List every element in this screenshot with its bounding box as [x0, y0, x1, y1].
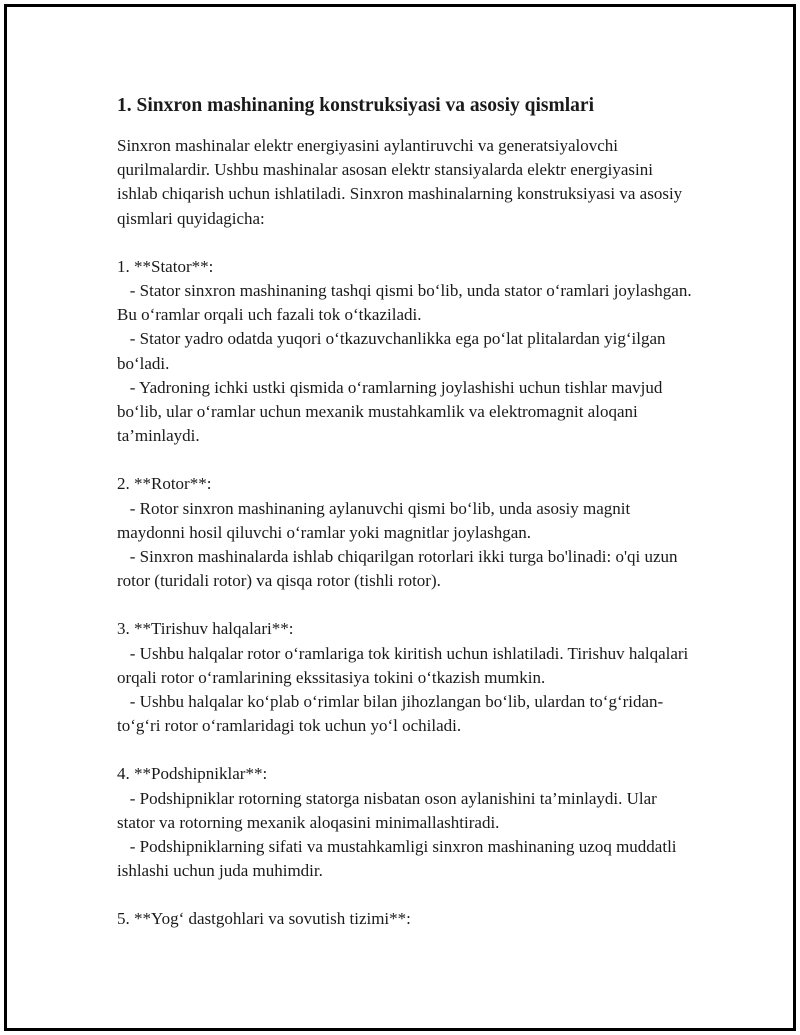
spacer: [117, 593, 697, 617]
section-point: - Podshipniklarning sifati va mustahkamligi sinxron mashinaning uzoq muddatli ishlashi uchun juda muhimdir.: [117, 837, 681, 881]
document-heading: 1. Sinxron mashinaning konstruksiyasi va asosiy qismlari: [117, 95, 594, 116]
section-point: - Yadroning ichki ustki qismida o‘ramlarning joylashishi uchun tishlar mavjud bo‘lib, ular o‘ramlar uchun mexanik mustahkamlik va elektromagnit aloqani ta’minlaydi.: [117, 377, 667, 446]
section-point: - Podshipniklar rotorning statorga nisbatan oson aylanishini ta’minlaydi. Ular stator va rotorning mexanik aloqasini minimallashtiradi.: [117, 788, 662, 832]
section-title: 5. **Yog‘ dastgohlari va sovutish tizimi**:: [117, 909, 411, 929]
section-title: 2. **Rotor**:: [117, 474, 212, 494]
section-point: - Sinxron mashinalarda ishlab chiqarilgan rotorlari ikki turga bo'linadi: o'qi uzun rotor (turidali rotor) va qisqa rotor (tishli rotor).: [117, 547, 682, 591]
spacer: [117, 448, 697, 472]
section-rotor: [117, 472, 697, 593]
section-title: 3. **Tirishuv halqalari**:: [117, 619, 294, 639]
section-point: - Stator yadro odatda yuqori o‘tkazuvchanlikka ega po‘lat plitalardan yig‘ilgan bo‘ladi.: [117, 329, 670, 373]
section-point: - Ushbu halqalar rotor o‘ramlariga tok kiritish uchun ishlatiladi. Tirishuv halqalari orqali rotor o‘ramlarining ekssitasiya tokini o‘tkazish mumkin.: [117, 643, 693, 687]
intro-paragraph: Sinxron mashinalar elektr energiyasini aylantiruvchi va generatsiyalovchi qurilmalardir. Ushbu mashinalar asosan elektr stansiyalarda elektr energiyasini ishlab chiqarish uchun ishlatiladi. Sinxron mashinalarning konstruksiyasi va asosiy qismlari quyidagicha:: [117, 136, 687, 228]
section-point: - Stator sinxron mashinaning tashqi qismi bo‘lib, unda stator o‘ramlari joylashgan. Bu o‘ramlar orqali uch fazali tok o‘tkaziladi.: [117, 281, 696, 325]
section-point: - Ushbu halqalar ko‘plab o‘rimlar bilan jihozlangan bo‘lib, ulardan to‘g‘ridan-to‘g‘ri rotor o‘ramlaridagi tok uchun yo‘l ochiladi.: [117, 692, 664, 736]
section-podshipniklar: [117, 762, 697, 883]
section-tirishuv-halqalari: [117, 617, 697, 738]
section-sovutish-tizimi: [117, 907, 697, 931]
section-title: 1. **Stator**:: [117, 256, 214, 276]
spacer: [117, 738, 697, 762]
spacer: [117, 231, 697, 255]
section-stator: [117, 255, 697, 449]
section-title: 4. **Podshipniklar**:: [117, 764, 268, 784]
section-point: - Rotor sinxron mashinaning aylanuvchi qismi bo‘lib, unda asosiy magnit maydonni hosil qiluvchi o‘ramlar yoki magnitlar joylashgan.: [117, 498, 635, 542]
spacer: [117, 883, 697, 907]
document-body: [117, 92, 697, 932]
